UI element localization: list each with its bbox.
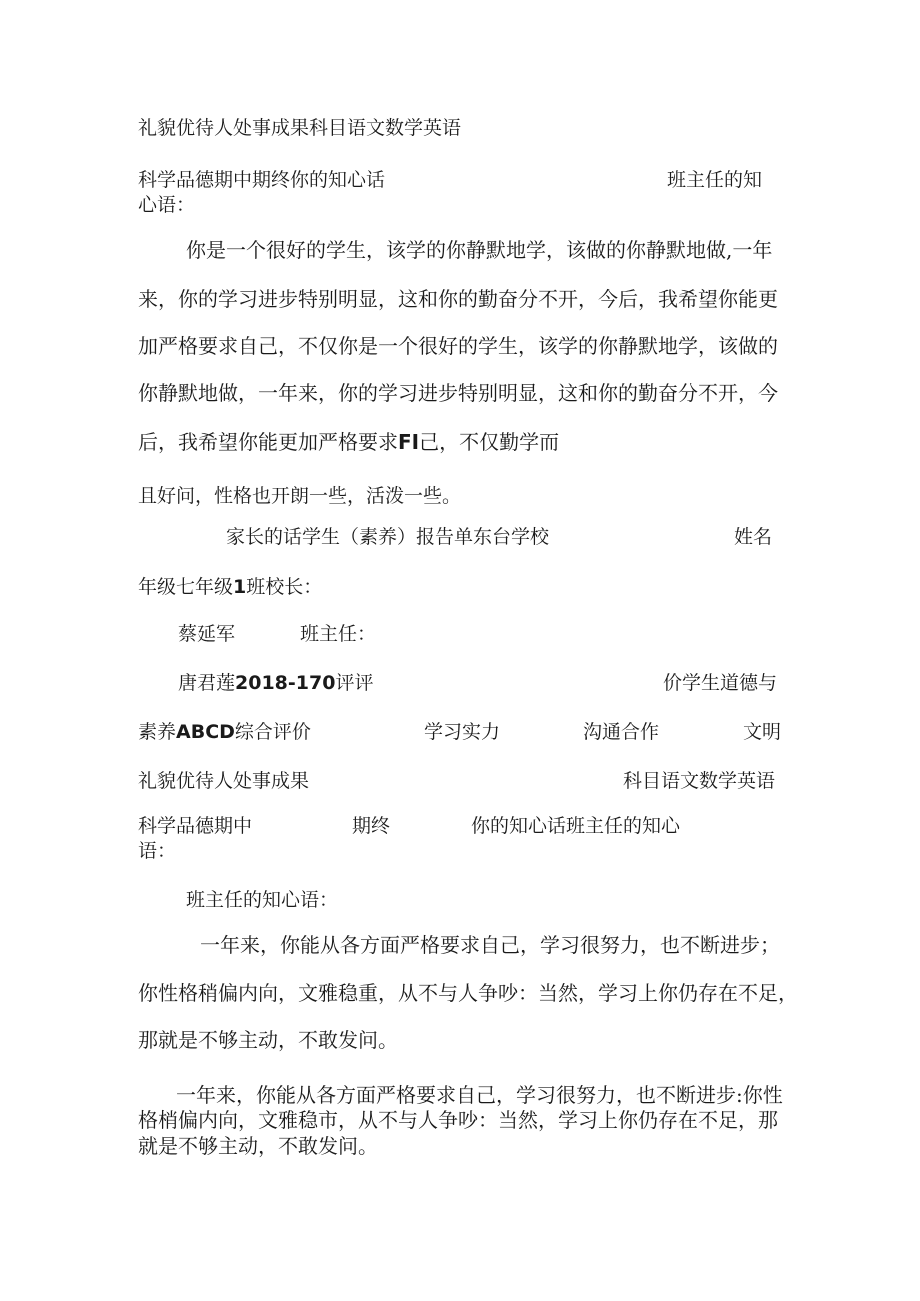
paragraph-line: 且好问，性格也开朗一些，活泼一些。 <box>138 485 462 507</box>
text-line: 心语： <box>138 194 196 216</box>
grade-line <box>138 575 322 599</box>
section-title: 班主任的知心语： <box>186 889 339 911</box>
text-segment: 1 <box>233 576 247 598</box>
paragraph-line: 来，你的学习进步特别明显，这和你的勤奋分不开，今后，我希望你能更 <box>138 287 778 311</box>
text-line: 科目语文数学英语 <box>623 770 776 792</box>
text-line: 科学品德期中期终你的知心话 <box>138 169 386 191</box>
paragraph-line: 格梢偏内向，文雅稳市，从不与人争吵：当然，学习上你仍存在不足，那 <box>138 1108 778 1132</box>
text-line: 价学生道德与 <box>663 672 778 694</box>
paragraph-line: 你静默地做，一年来，你的学习进步特别明显，这和你的勤奋分不开，今 <box>138 381 778 405</box>
paragraph-line: 就是不够主动，不敢发问。 <box>138 1134 378 1158</box>
section-title: 家长的话学生（素养）报告单东台学校 <box>226 526 550 548</box>
text-line: 班主任的知 <box>667 169 763 191</box>
text-segment: 2018-170 <box>235 672 336 694</box>
paragraph-line: 你是一个很好的学生，该学的你静默地学，该做的你静默地做,一年 <box>186 238 773 262</box>
paragraph-line: 你性格稍偏内向，文雅稳重，从不与人争吵：当然，学习上你仍存在不足， <box>138 981 798 1005</box>
text-segment: ABCD <box>176 721 235 743</box>
text-line: 礼貌优待人处事成果科目语文数学英语 <box>138 117 462 139</box>
field-label: 姓名 <box>734 526 773 548</box>
paragraph-line: 一年来，你能从各方面严格要求自己，学习很努力，也不断进步:你性 <box>176 1083 783 1107</box>
paragraph-line: 那就是不够主动，不敢发问。 <box>138 1028 398 1052</box>
text-line: 语： <box>138 840 177 862</box>
field-label: 班主任： <box>300 623 377 645</box>
text-segment: 年级七年级 <box>138 576 234 598</box>
text-segment: 班校长： <box>246 576 323 598</box>
text-line: 科学品德期中 <box>138 815 253 837</box>
principal-name: 蔡延军 <box>178 623 236 645</box>
text-segment: 素养 <box>138 721 177 743</box>
text-segment: 综合评价 <box>234 721 311 743</box>
text-line: 你的知心话班主任的知心 <box>471 815 681 837</box>
eval-column: 学习实力 <box>424 721 501 743</box>
paragraph-line: 加严格要求自己，不仅你是一个很好的学生，该学的你静默地学，该做的 <box>138 334 778 358</box>
text-line: 礼貌优待人处事成果 <box>138 770 310 792</box>
paragraph-line <box>138 430 559 454</box>
paragraph-line: 一年来，你能从各方面严格要求自己，学习很努力，也不断进步； <box>200 933 780 957</box>
text-segment: 唐君莲 <box>178 672 236 694</box>
eval-row <box>138 720 311 744</box>
teacher-line <box>178 671 373 695</box>
text-segment: FI <box>398 430 420 454</box>
eval-column: 沟通合作 <box>583 721 660 743</box>
eval-column: 文明 <box>743 721 782 743</box>
text-segment: 评评 <box>335 672 374 694</box>
text-segment: 己，不仅勤学而 <box>419 430 560 454</box>
text-segment: 后，我希望你能更加严格要求 <box>138 430 398 454</box>
text-line: 期终 <box>352 815 391 837</box>
